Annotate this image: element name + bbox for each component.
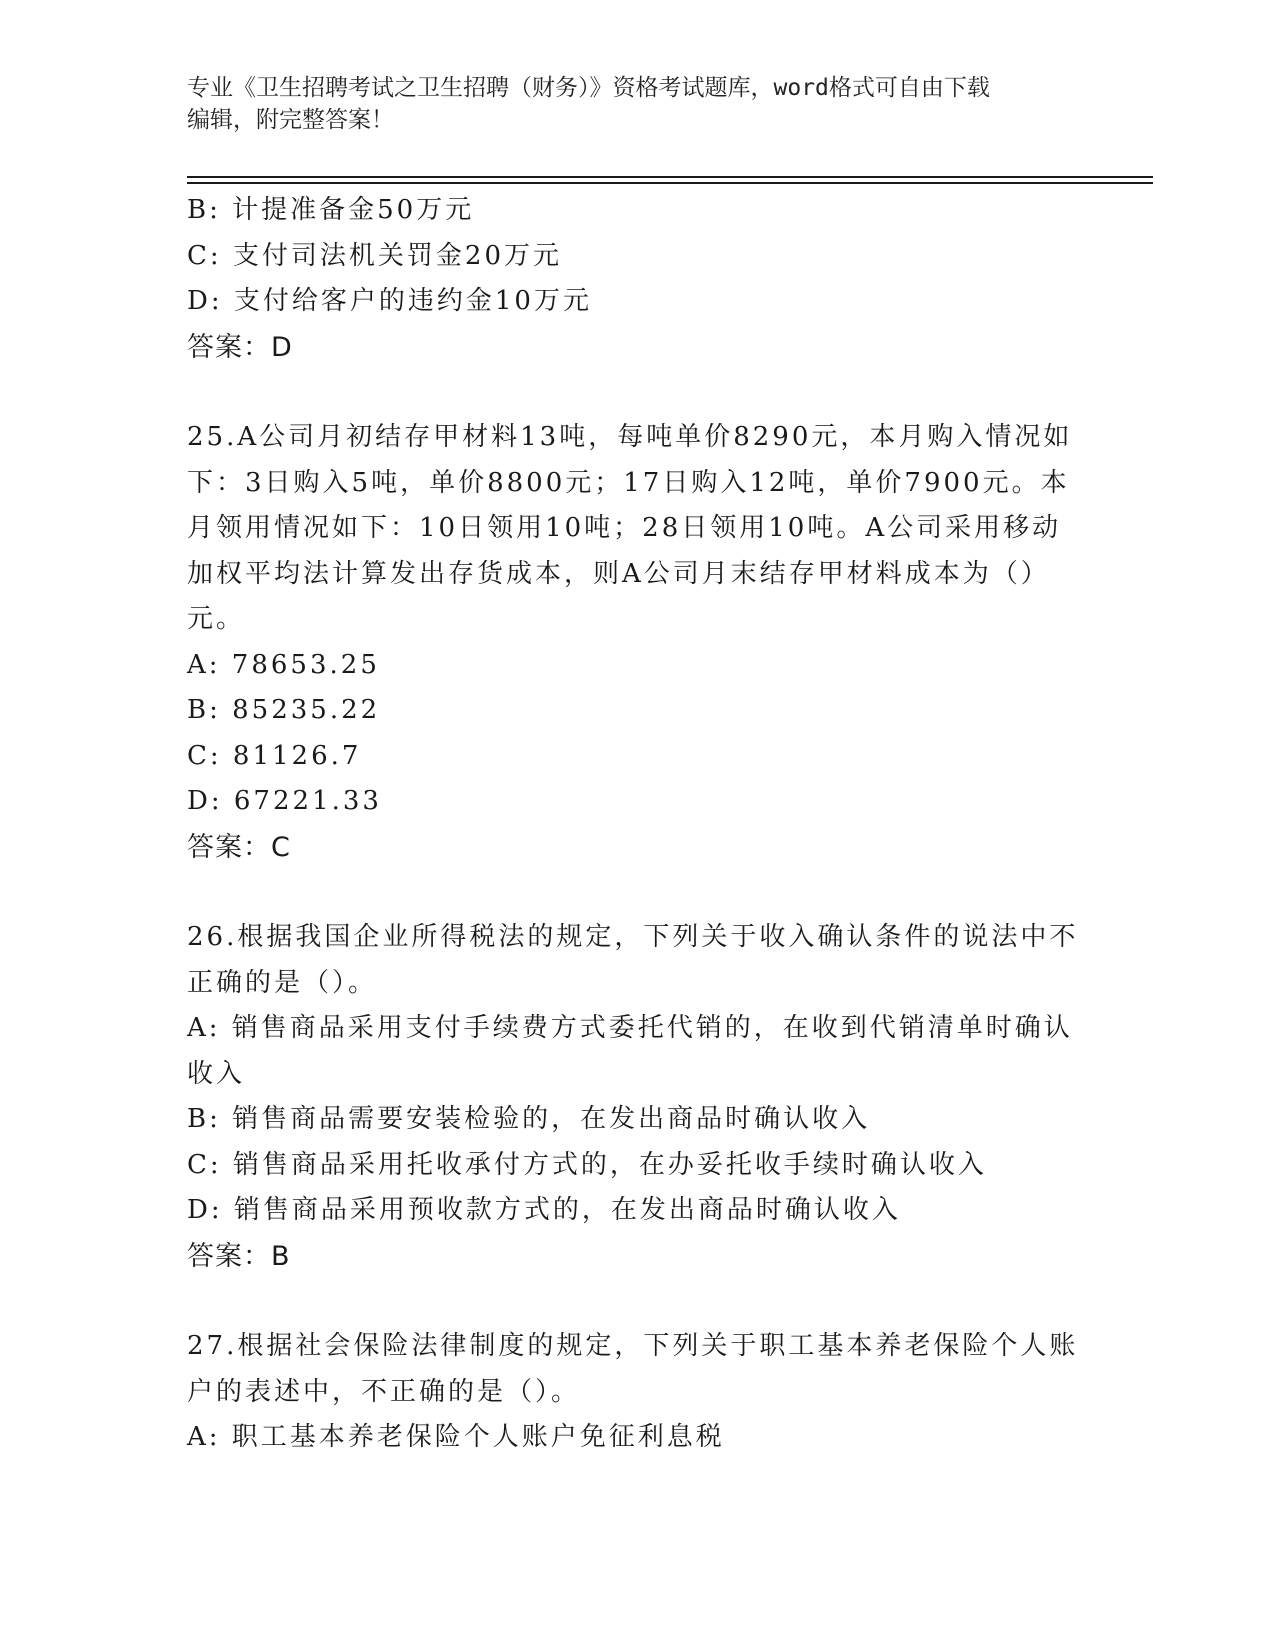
- answer-line: 答案：D: [187, 331, 293, 363]
- option-d: D: 销售商品采用预收款方式的，在发出商品时确认收入: [187, 1195, 901, 1225]
- option-b: B: 销售商品需要安装检验的，在发出商品时确认收入: [187, 1104, 871, 1134]
- question-text-line: 月领用情况如下：10日领用10吨；28日领用10吨。A公司采用移动: [187, 513, 1062, 543]
- question-text-line: 下：3日购入5吨，单价8800元；17日购入12吨，单价7900元。本: [187, 467, 1070, 498]
- question-text-line: 27.根据社会保险法律制度的规定，下列关于职工基本养老保险个人账: [187, 1331, 1079, 1361]
- header-rule-top: [187, 176, 1153, 178]
- option-b: B: 计提准备金50万元: [187, 195, 475, 225]
- question-24-tail: [187, 188, 1087, 370]
- header-line-2: 编辑，附完整答案！: [187, 107, 394, 133]
- option-a: A: 销售商品采用支付手续费方式委托代销的，在收到代销清单时确认: [187, 1013, 1073, 1043]
- question-text-line: 26.根据我国企业所得税法的规定，下列关于收入确认条件的说法中不: [187, 922, 1079, 952]
- option-c: C: 81126.7: [187, 740, 362, 771]
- header-line-1: 专业《卫生招聘考试之卫生招聘（财务）》资格考试题库，word格式可自由下载: [187, 75, 990, 101]
- option-b: B: 85235.22: [187, 695, 381, 725]
- question-text-line: 25.A公司月初结存甲材料13吨，每吨单价8290元，本月购入情况如: [187, 422, 1073, 452]
- option-d: D: 支付给客户的违约金10万元: [187, 286, 592, 316]
- document-header: [187, 72, 1087, 136]
- option-a: A: 78653.25: [187, 649, 380, 680]
- option-c: C: 支付司法机关罚金20万元: [187, 240, 563, 271]
- question-text-line: 加权平均法计算发出存货成本，则A公司月末结存甲材料成本为（）: [187, 558, 1050, 589]
- question-26: [187, 915, 1087, 1279]
- question-27: [187, 1324, 1087, 1461]
- option-c: C: 销售商品采用托收承付方式的，在办妥托收手续时确认收入: [187, 1149, 987, 1180]
- question-25: [187, 415, 1087, 870]
- option-d: D: 67221.33: [187, 786, 382, 816]
- answer-line: 答案：C: [187, 831, 291, 863]
- spacer: [187, 370, 1087, 415]
- question-text-line: 元。: [187, 604, 246, 634]
- question-content: [187, 188, 1087, 1461]
- spacer: [187, 1279, 1087, 1324]
- option-a-continued: 收入: [187, 1058, 246, 1089]
- answer-line: 答案：B: [187, 1240, 291, 1272]
- option-a: A: 职工基本养老保险个人账户免征利息税: [187, 1422, 725, 1452]
- question-text-line: 正确的是（）。: [187, 967, 378, 998]
- spacer: [187, 870, 1087, 915]
- question-text-line: 户的表述中，不正确的是（）。: [187, 1376, 581, 1407]
- header-rule-bottom: [187, 182, 1153, 184]
